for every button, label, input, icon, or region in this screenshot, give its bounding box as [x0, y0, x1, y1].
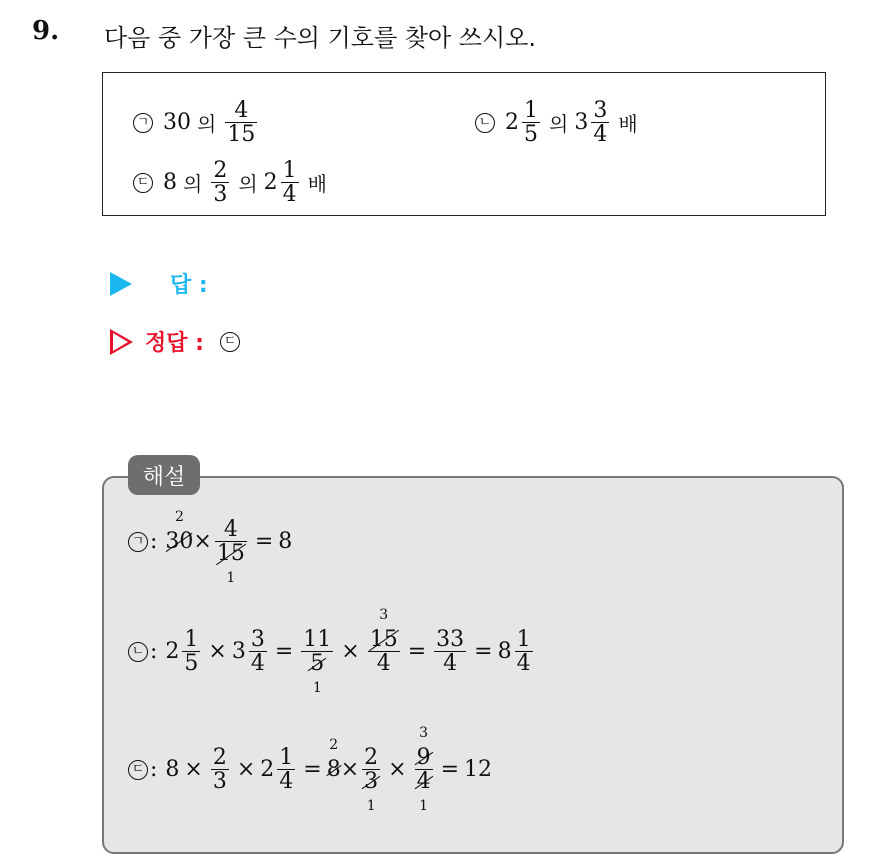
whole: 3: [574, 110, 589, 136]
solution-line-c: ㄷ : 8 × $\frac{2}{3}$ × 2 $\frac{1}{4}$ = 8 2 × 2 3 1 × 9 3 4 1 = 12: [128, 746, 492, 793]
answer-row: [110, 268, 208, 299]
numerator: 3: [593, 98, 608, 123]
choice-b-particle: 의: [549, 112, 569, 137]
question-text: 다음 중 가장 큰 수의 기호를 찾아 쓰시오.: [104, 24, 536, 52]
denominator: 15: [227, 122, 256, 148]
choice-c-fraction: [211, 159, 229, 206]
solution-c-symbol: ㄷ: [128, 760, 148, 780]
solution-tag: 해설: [128, 455, 200, 495]
solution-b-symbol: ㄴ: [128, 642, 148, 662]
numerator: 4: [234, 98, 249, 123]
question-number: 9.: [32, 16, 60, 46]
choice-c: [133, 159, 333, 206]
choice-a: [133, 99, 260, 146]
denominator: 3: [213, 182, 228, 208]
correct-answer-symbol: ㄷ: [220, 332, 240, 352]
numerator: 4: [223, 517, 238, 542]
choice-b-mixed1: [505, 99, 543, 146]
solution-a-result: 8: [278, 529, 293, 555]
outline-triangle-icon: [110, 329, 133, 355]
denominator: 15 1: [216, 541, 245, 586]
whole: 2: [505, 110, 519, 136]
choice-c-symbol: ㄷ: [133, 173, 153, 193]
choice-b-mixed2: [574, 99, 612, 146]
answer-label: 답 :: [170, 273, 208, 298]
choice-b-symbol: ㄴ: [475, 113, 495, 133]
solution-a-symbol: ㄱ: [128, 532, 148, 552]
denominator: 4: [593, 122, 608, 148]
solution-box: [102, 476, 844, 854]
choice-a-fraction: [225, 99, 257, 146]
choice-c-mixed: [264, 159, 302, 206]
choice-c-whole: 8: [163, 170, 177, 196]
choice-a-whole: 30: [163, 110, 191, 136]
numerator: 1: [524, 98, 538, 123]
cancelled-number: 30 2: [165, 509, 194, 555]
correct-answer-label: 정답 :: [145, 331, 204, 356]
numerator: 2: [213, 158, 228, 183]
solution-line-a: ㄱ : 30 2 × 4 15 1 = 8: [128, 518, 292, 565]
choice-a-particle: 의: [197, 112, 217, 137]
solution-line-b: ㄴ : 2 $\frac{1}{5}$ × 3 $\frac{3}{4}$ = 11 5 1 × 15 3 4 = $\frac{33}{4}$ = 8 $\frac{1}{4}$: [128, 628, 536, 675]
choice-c-particle1: 의: [183, 172, 203, 197]
choices-box: [102, 72, 826, 216]
solution-a-fraction: [215, 517, 247, 586]
choice-b-suffix: 배: [618, 112, 638, 137]
play-triangle-icon: [110, 272, 132, 296]
correct-answer-row: [110, 326, 250, 357]
choice-b: [475, 99, 644, 146]
whole: 2: [263, 170, 278, 196]
denominator: 5: [524, 122, 538, 148]
choice-c-suffix: 배: [307, 172, 327, 197]
choice-a-symbol: ㄱ: [133, 113, 153, 133]
numerator: 1: [282, 158, 297, 183]
choice-c-particle2: 의: [238, 172, 258, 197]
denominator: 4: [282, 182, 297, 208]
